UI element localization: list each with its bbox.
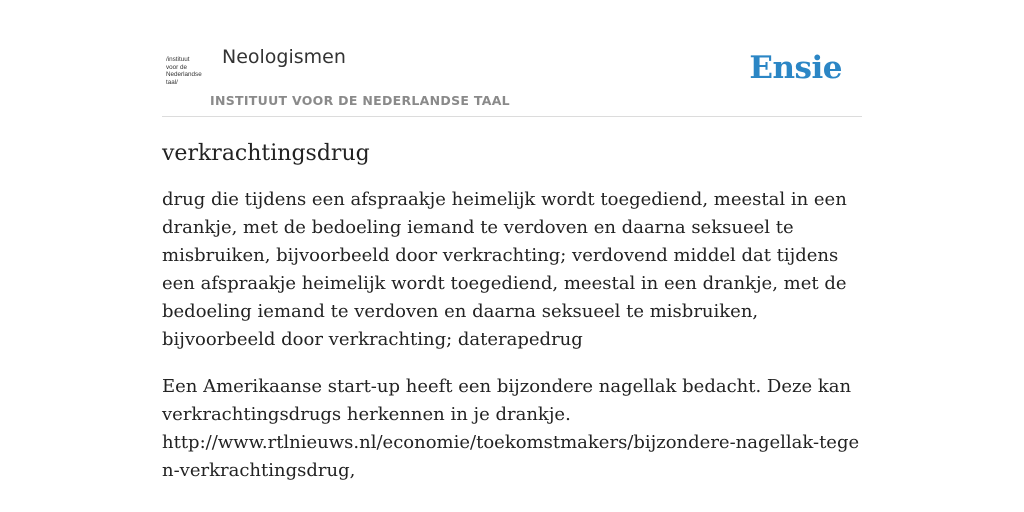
logo-line: Nederlandse: [166, 71, 202, 79]
header: [162, 40, 862, 117]
source-name[interactable]: Neologismen: [222, 46, 346, 68]
example-source-url: http://www.rtlnieuws.nl/economie/toekomstmakers/bijzondere-nagellak-tegen-verkrachtingsdrug,: [162, 432, 860, 481]
ivdnt-logo[interactable]: [166, 56, 208, 86]
institute-name: INSTITUUT VOOR DE NEDERLANDSE TAAL: [210, 93, 510, 108]
logo-line: taal/: [166, 78, 178, 86]
example-text: Een Amerikaanse start-up heeft een bijzondere nagellak bedacht. Deze kan verkrachtingsdrugs herkennen in je drankje.: [162, 376, 852, 425]
ensie-logo[interactable]: Ensie: [749, 50, 842, 86]
entry-definition: drug die tijdens een afspraakje heimelijk wordt toegediend, meestal in een drankje, met de bedoeling iemand te verdoven en daarna seksueel te misbruiken, bijvoorbeeld door verkrachting; verdovend middel dat tijdens een afspraakje heimelijk wordt toegediend, meestal in een drankje, met de bedoeling iemand te verdoven en daarna seksueel te misbruiken, bijvoorbeeld door verkrachting; daterapedrug: [162, 189, 847, 350]
logo-line: /instituut: [166, 56, 190, 63]
entry-term: verkrachtingsdrug: [162, 141, 370, 166]
entry-example: [162, 373, 862, 485]
logo-line: voor de: [166, 63, 188, 71]
entry-content: [162, 138, 862, 504]
